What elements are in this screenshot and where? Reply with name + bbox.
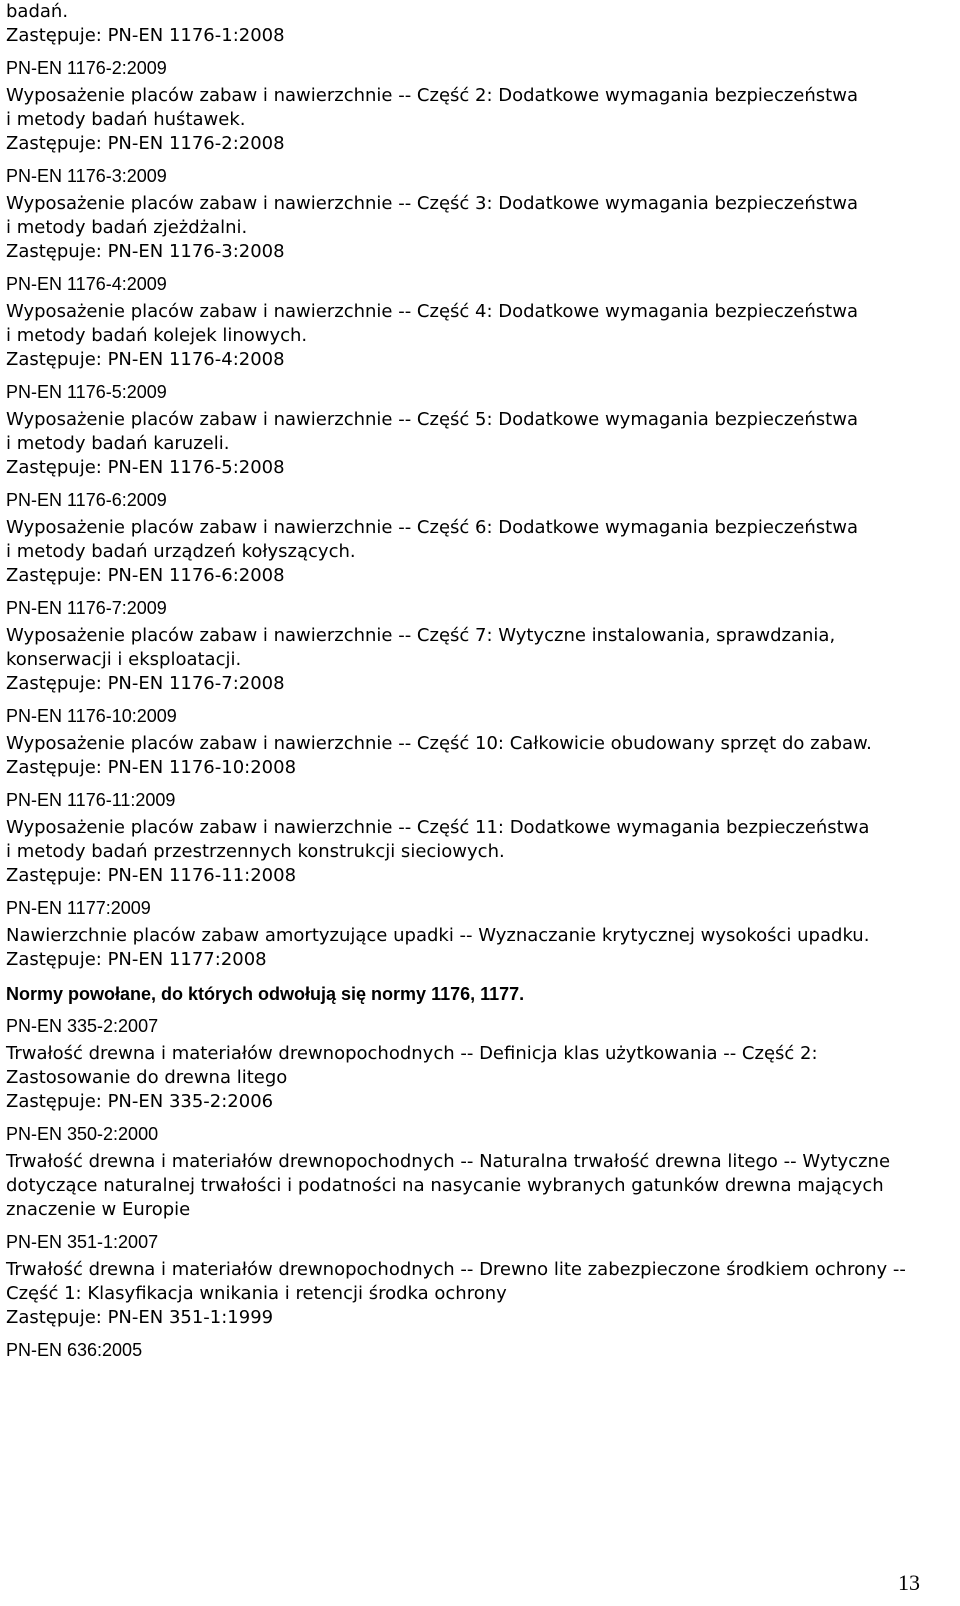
page-number: 13 <box>898 1570 920 1595</box>
standard-code: PN-EN 351-1:2007 <box>6 1232 159 1252</box>
standard-code: PN-EN 1176-3:2009 <box>6 166 167 186</box>
standard-entry <box>6 488 946 588</box>
standards-list-part2 <box>6 1014 946 1362</box>
standard-description-line: Zastępuje: PN-EN 1176-10:2008 <box>6 757 297 778</box>
standard-description-line: Trwałość drewna i materiałów drewnopochodnych -- Naturalna trwałość drewna litego -- Wytyczne <box>6 1151 891 1172</box>
standard-code: PN-EN 1176-6:2009 <box>6 490 167 510</box>
standard-code: PN-EN 335-2:2007 <box>6 1016 159 1036</box>
standard-description-line: Część 1: Klasyfikacja wnikania i retencji środka ochrony <box>6 1283 507 1304</box>
standard-entry <box>6 1230 946 1330</box>
standard-description-line: Zastępuje: PN-EN 335-2:2006 <box>6 1091 274 1112</box>
standard-entry <box>6 1014 946 1114</box>
standard-entry <box>6 896 946 972</box>
standard-code: PN-EN 1176-5:2009 <box>6 382 167 402</box>
standard-code: PN-EN 1176-2:2009 <box>6 58 167 78</box>
standard-description-line: Wyposażenie placów zabaw i nawierzchnie -- Część 7: Wytyczne instalowania, sprawdzania, <box>6 625 836 646</box>
document-page <box>6 0 946 1366</box>
standard-description-line: Zastępuje: PN-EN 1176-2:2008 <box>6 133 285 154</box>
standard-description-line: Trwałość drewna i materiałów drewnopochodnych -- Drewno lite zabezpieczone środkiem ochrony -- <box>6 1259 906 1280</box>
standard-code: PN-EN 350-2:2000 <box>6 1124 159 1144</box>
standard-description-line: Nawierzchnie placów zabaw amortyzujące upadki -- Wyznaczanie krytycznej wysokości upadku. <box>6 925 870 946</box>
standard-entry <box>6 1338 946 1362</box>
standard-description-line: Wyposażenie placów zabaw i nawierzchnie -- Część 3: Dodatkowe wymagania bezpieczeństwa <box>6 193 858 214</box>
standard-description-line: Zastępuje: PN-EN 1176-11:2008 <box>6 865 297 886</box>
standard-entry <box>6 596 946 696</box>
standard-code: PN-EN 1176-10:2009 <box>6 706 177 726</box>
standard-description-line: i metody badań karuzeli. <box>6 433 230 454</box>
standard-description-line: Zastępuje: PN-EN 351-1:1999 <box>6 1307 274 1328</box>
standard-code: PN-EN 1176-7:2009 <box>6 598 167 618</box>
standard-description-line: i metody badań kolejek linowych. <box>6 325 308 346</box>
standard-description-line: i metody badań przestrzennych konstrukcji sieciowych. <box>6 841 505 862</box>
section-heading: Normy powołane, do których odwołują się normy 1176, 1177. <box>6 984 525 1004</box>
standard-description-line: Wyposażenie placów zabaw i nawierzchnie -- Część 10: Całkowicie obudowany sprzęt do zabaw. <box>6 733 872 754</box>
intro-line: Zastępuje: PN-EN 1176-1:2008 <box>6 25 285 46</box>
standard-description-line: Wyposażenie placów zabaw i nawierzchnie -- Część 5: Dodatkowe wymagania bezpieczeństwa <box>6 409 858 430</box>
standard-description-line: Trwałość drewna i materiałów drewnopochodnych -- Definicja klas użytkowania -- Część 2: <box>6 1043 818 1064</box>
standard-entry <box>6 272 946 372</box>
standards-list-part1 <box>6 56 946 972</box>
standard-description-line: Wyposażenie placów zabaw i nawierzchnie -- Część 6: Dodatkowe wymagania bezpieczeństwa <box>6 517 858 538</box>
standard-entry <box>6 380 946 480</box>
standard-description-line: Wyposażenie placów zabaw i nawierzchnie -- Część 2: Dodatkowe wymagania bezpieczeństwa <box>6 85 858 106</box>
standard-description-line: Wyposażenie placów zabaw i nawierzchnie -- Część 4: Dodatkowe wymagania bezpieczeństwa <box>6 301 858 322</box>
standard-description-line: Wyposażenie placów zabaw i nawierzchnie -- Część 11: Dodatkowe wymagania bezpieczeństwa <box>6 817 870 838</box>
standard-description-line: i metody badań huśtawek. <box>6 109 246 130</box>
standard-description-line: Zastępuje: PN-EN 1177:2008 <box>6 949 267 970</box>
standard-entry <box>6 788 946 888</box>
standard-description-line: Zastępuje: PN-EN 1176-4:2008 <box>6 349 285 370</box>
standard-description-line: znaczenie w Europie <box>6 1199 191 1220</box>
intro-line: badań. <box>6 1 69 22</box>
standard-description-line: konserwacji i eksploatacji. <box>6 649 242 670</box>
standard-code: PN-EN 1176-4:2009 <box>6 274 167 294</box>
standard-description-line: Zastosowanie do drewna litego <box>6 1067 288 1088</box>
standard-description-line: i metody badań urządzeń kołyszących. <box>6 541 356 562</box>
standard-description-line: Zastępuje: PN-EN 1176-5:2008 <box>6 457 285 478</box>
standard-description-line: Zastępuje: PN-EN 1176-3:2008 <box>6 241 285 262</box>
standard-description-line: dotyczące naturalnej trwałości i podatności na nasycanie wybranych gatunków drewna mających <box>6 1175 884 1196</box>
intro-block <box>6 0 946 48</box>
standard-code: PN-EN 636:2005 <box>6 1340 143 1360</box>
standard-description-line: i metody badań zjeżdżalni. <box>6 217 248 238</box>
standard-entry <box>6 704 946 780</box>
standard-description-line: Zastępuje: PN-EN 1176-7:2008 <box>6 673 285 694</box>
standard-description-line: Zastępuje: PN-EN 1176-6:2008 <box>6 565 285 586</box>
standard-code: PN-EN 1177:2009 <box>6 898 151 918</box>
standard-entry <box>6 56 946 156</box>
standard-entry <box>6 164 946 264</box>
standard-entry <box>6 1122 946 1222</box>
standard-code: PN-EN 1176-11:2009 <box>6 790 176 810</box>
